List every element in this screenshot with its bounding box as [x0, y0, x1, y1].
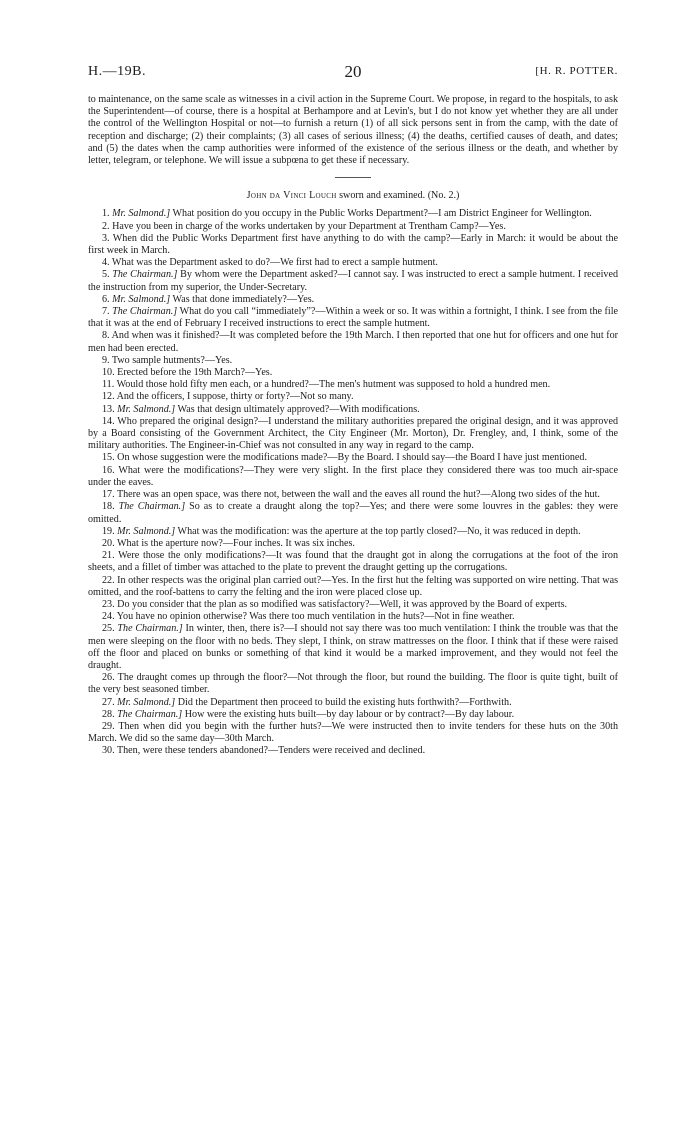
question-number: 25.	[102, 623, 115, 635]
question-number: 13.	[102, 403, 115, 415]
question-number: 7.	[102, 306, 110, 318]
question-paragraph	[88, 721, 618, 745]
question-text: In winter, then, there is?—I should not say there was too much ventilation: I think the trouble was that the men were sleeping on the floor with no beds. They slept, I think, on straw mattresses on the floor. I think that if these were raised off the floor and placed on bunks or something of that kind it would be a marked improvement, and they would not feel the draught.	[88, 623, 618, 671]
question-number: 19.	[102, 525, 115, 537]
question-paragraph	[88, 489, 618, 501]
document-body	[88, 94, 618, 758]
question-text: What do you call “immediately”?—Within a week or so. It was within a fortnight, I think. I see from the file that it was at the end of February I received instructions to erect the sample hutment.	[88, 306, 618, 330]
witness-name: John da Vinci Louch	[246, 190, 337, 202]
speaker-label: Mr. Salmond.]	[117, 525, 176, 537]
section-divider	[335, 177, 371, 178]
question-text: How were the existing huts built—by day labour or by contract?—By day labour.	[182, 708, 515, 720]
question-number: 18.	[102, 501, 115, 513]
question-paragraph	[88, 330, 618, 354]
question-number: 15.	[102, 452, 115, 464]
question-number: 30.	[102, 745, 115, 757]
question-paragraph	[88, 697, 618, 709]
question-number: 12.	[102, 391, 115, 403]
question-text: Did the Department then proceed to build the existing huts forthwith?—Forthwith.	[175, 696, 512, 708]
question-text: Erected before the 19th March?—Yes.	[117, 367, 273, 379]
speaker-label: The Chairman.]	[112, 306, 178, 318]
page-number: 20	[344, 62, 362, 81]
question-paragraph	[88, 221, 618, 233]
question-text: Would those hold fifty men each, or a hundred?—The men's hutment was supposed to hold a hundred men.	[116, 379, 551, 391]
question-number: 11.	[102, 379, 115, 391]
question-paragraph	[88, 538, 618, 550]
question-paragraph	[88, 599, 618, 611]
question-text: Have you been in charge of the works undertaken by your Department at Trentham Camp?—Yes.	[112, 220, 506, 232]
speaker-label: The Chairman.]	[118, 501, 186, 513]
question-text: Then, were these tenders abandoned?—Tenders were received and declined.	[116, 745, 426, 757]
question-number: 8.	[102, 330, 110, 342]
question-paragraph	[88, 306, 618, 330]
question-number: 20.	[102, 537, 115, 549]
witness-heading	[88, 190, 618, 202]
question-number: 2.	[102, 220, 110, 232]
speaker-label: Mr. Salmond.]	[117, 696, 176, 708]
question-paragraph	[88, 611, 618, 623]
question-text: So as to create a draught along the top?—Yes; and there were some louvres in the gables: they were omitted.	[88, 501, 619, 525]
question-paragraph	[88, 416, 618, 453]
question-paragraph	[88, 269, 618, 293]
question-number: 5.	[102, 269, 110, 281]
question-paragraph	[88, 745, 618, 757]
question-number: 1.	[102, 208, 110, 220]
question-text: Were those the only modifications?—It was found that the draught got in along the corrugations at the foot of the iron sheets, and a fillet of timber was attached to the plate to prevent the draught getting up the corrugations.	[88, 550, 618, 574]
question-number: 17.	[102, 489, 115, 501]
question-text: What was the Department asked to do?—We first had to erect a sample hutment.	[111, 257, 438, 269]
question-answer-list	[88, 208, 618, 757]
question-paragraph	[88, 465, 618, 489]
question-text: Was that design ultimately approved?—With modifications.	[175, 403, 420, 415]
question-paragraph	[88, 404, 618, 416]
question-number: 23.	[102, 598, 115, 610]
question-text: You have no opinion otherwise? Was there too much ventilation in the huts?—Not in fine weather.	[116, 611, 515, 623]
question-paragraph	[88, 391, 618, 403]
question-text: On whose suggestion were the modifications made?—By the Board. I should say—the Board I have just mentioned.	[117, 452, 587, 464]
parliamentary-paper-ref: H.—19B.	[88, 64, 146, 79]
intro-paragraph: to maintenance, on the same scale as witnesses in a civil action in the Supreme Court. We propose, in regard to the hospitals, to ask the Superintendent—of course, there is a hospital at Berhampore and at Levin's, but I do not know yet whether they are all under the control of the Wellington Hospital or not—to furnish a return (1) of all sick persons sent in from the camp, with the date of reception and discharge; (2) their complaints; (3) all cases of serious illness; (4) the deaths, certified causes of death, and dates; and (5) the dates when the camp authorities were informed of the existence of the serious illness or the death, and whether by letter, telegram, or telephone. We will issue a subpœna to get these if necessary.	[88, 94, 618, 167]
question-text: What position do you occupy in the Public Works Department?—I am District Engineer for Wellington.	[170, 208, 592, 220]
speaker-label: Mr. Salmond.]	[112, 293, 171, 305]
question-number: 10.	[102, 367, 115, 379]
question-number: 9.	[102, 354, 110, 366]
question-paragraph	[88, 623, 618, 672]
question-text: There was an open space, was there not, between the wall and the eaves all round the hut?—Along two sides of the hut.	[116, 489, 600, 501]
question-text: What is the aperture now?—Four inches. It was six inches.	[116, 537, 355, 549]
question-paragraph	[88, 355, 618, 367]
question-paragraph	[88, 526, 618, 538]
question-number: 14.	[102, 415, 115, 427]
question-number: 27.	[102, 696, 115, 708]
question-number: 28.	[102, 708, 115, 720]
question-text: In other respects was the original plan carried out?—Yes. In the first hut the felting was supported on wire netting. That was omitted, and the roof-battens to carry the felting and the iron were placed close up.	[88, 574, 618, 598]
question-paragraph	[88, 208, 618, 220]
page-header	[88, 64, 618, 84]
question-paragraph	[88, 550, 618, 574]
witness-status: sworn and examined. (No. 2.)	[336, 190, 460, 202]
question-text: And the officers, I suppose, thirty or forty?—Not so many.	[116, 391, 354, 403]
question-text: Was that done immediately?—Yes.	[170, 293, 315, 305]
question-number: 16.	[102, 464, 115, 476]
question-text: Then when did you begin with the further huts?—We were instructed then to invite tenders for these huts on the 30th March. We did so the same day—30th March.	[88, 720, 619, 745]
question-number: 24.	[102, 611, 115, 623]
question-number: 26.	[102, 672, 115, 684]
question-number: 3.	[102, 232, 110, 244]
question-text: By whom were the Department asked?—I cannot say. I was instructed to erect a sample hutment. I received the instruction from my superior, the Under-Secretary.	[88, 269, 618, 293]
question-number: 21.	[102, 550, 115, 562]
question-number: 6.	[102, 293, 110, 305]
question-paragraph	[88, 452, 618, 464]
question-text: Do you consider that the plan as so modified was satisfactory?—Well, it was approved by the Board of experts.	[117, 598, 568, 610]
speaker-label: Mr. Salmond.]	[117, 403, 176, 415]
speaker-label: The Chairman.]	[112, 269, 178, 281]
witness-running-head: [H. R. POTTER.	[535, 65, 618, 77]
question-paragraph	[88, 233, 618, 257]
question-number: 22.	[102, 574, 115, 586]
question-text: And when was it finished?—It was completed before the 19th March. I then reported that one hut for officers and one hut for men had been erected.	[88, 330, 619, 354]
speaker-label: Mr. Salmond.]	[112, 208, 171, 220]
question-number: 4.	[102, 257, 110, 269]
question-text: When did the Public Works Department first have anything to do with the camp?—Early in March: it would be about the first week in March.	[88, 232, 618, 257]
question-paragraph	[88, 709, 618, 721]
question-paragraph	[88, 294, 618, 306]
question-number: 29.	[102, 720, 115, 732]
question-text: Who prepared the original design?—I understand the military authorities prepared the original design, and it was approved by a Board consisting of the Government Architect, the City Engineer (Mr. Morton), Dr. Frengley, and, I think, some of the military authorities. The Engineer-in-Chief was not consulted in any way in regard to the camp.	[88, 415, 619, 452]
question-paragraph	[88, 257, 618, 269]
question-text: What were the modifications?—They were very slight. In the first place they considered there was too much air-space under the eaves.	[88, 464, 618, 488]
question-paragraph	[88, 575, 618, 599]
question-paragraph	[88, 501, 618, 525]
question-text: The draught comes up through the floor?—Not through the floor, but round the building. The floor is quite tight, built of the very best seasoned timber.	[88, 672, 618, 696]
speaker-label: The Chairman.]	[117, 708, 183, 720]
question-paragraph	[88, 672, 618, 696]
question-paragraph	[88, 379, 618, 391]
question-paragraph	[88, 367, 618, 379]
speaker-label: The Chairman.]	[117, 623, 183, 635]
question-text: What was the modification: was the aperture at the top partly closed?—No, it was reduced in depth.	[175, 525, 581, 537]
question-text: Two sample hutments?—Yes.	[111, 354, 233, 366]
